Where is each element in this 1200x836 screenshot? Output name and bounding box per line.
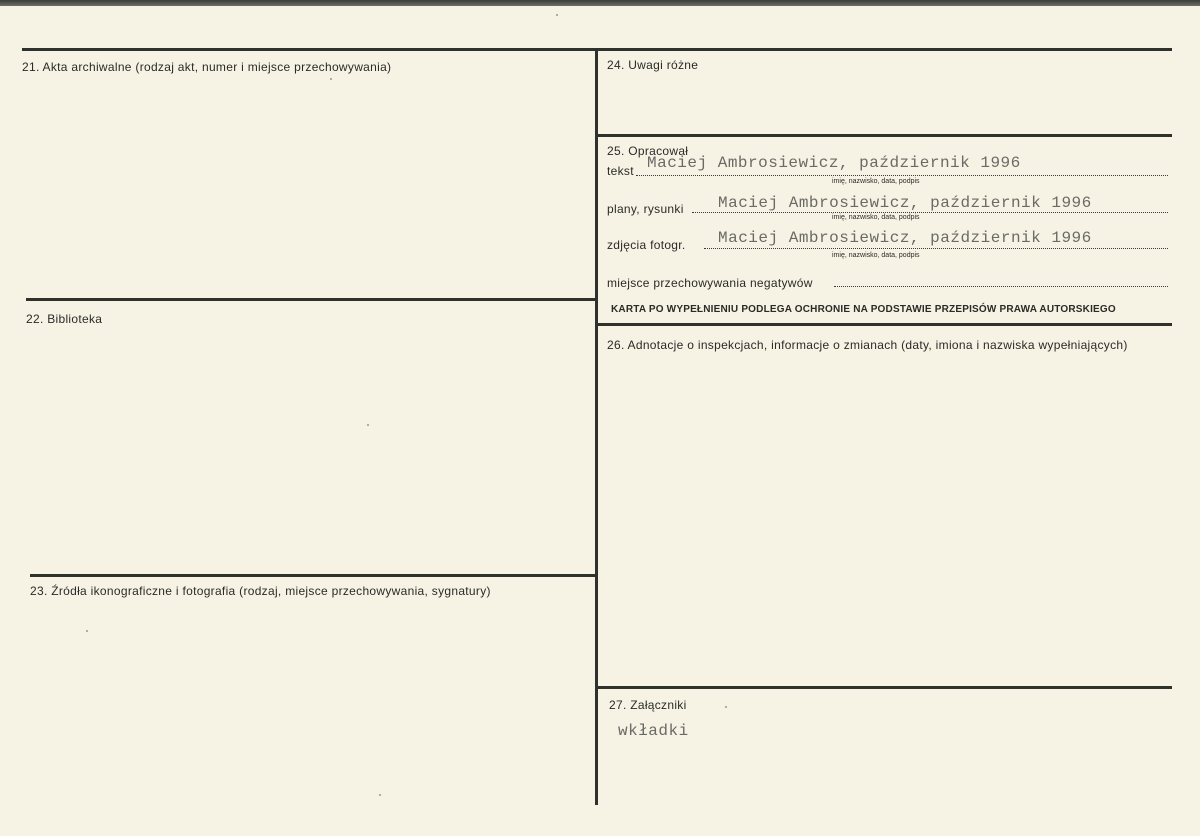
plany-label: plany, rysunki [607, 202, 684, 216]
column-divider [595, 48, 598, 805]
zdjecia-label: zdjęcia fotogr. [607, 238, 686, 252]
scan-speck [330, 78, 332, 80]
negatywy-label: miejsce przechowywania negatywów [607, 276, 813, 290]
section-21-label: 21. Akta archiwalne (rodzaj akt, numer i miejsce przechowywania) [22, 60, 392, 74]
tekst-caption: imię, nazwisko, data, podpis [832, 178, 920, 185]
scan-top-edge [0, 0, 1200, 6]
section-21-top-rule [22, 48, 596, 51]
scan-speck [556, 14, 558, 16]
section-26-top-rule [596, 323, 1172, 326]
section-24-area[interactable] [600, 76, 1170, 130]
copyright-notice: KARTA PO WYPEŁNIENIU PODLEGA OCHRONIE NA PODSTAWIE PRZEPISÓW PRAWA AUTORSKIEGO [611, 304, 1116, 315]
zdjecia-value[interactable]: Maciej Ambrosiewicz, październik 1996 [718, 229, 1092, 247]
section-24-label: 24. Uwagi różne [607, 58, 699, 72]
section-22-top-rule [26, 298, 596, 301]
plany-value[interactable]: Maciej Ambrosiewicz, październik 1996 [718, 194, 1092, 212]
section-22-area[interactable] [26, 330, 592, 570]
tekst-dotted-line [636, 175, 1168, 176]
section-27-label: 27. Załączniki [609, 698, 687, 712]
section-26-area[interactable] [600, 356, 1170, 682]
section-21-area[interactable] [22, 78, 592, 294]
plany-caption: imię, nazwisko, data, podpis [832, 214, 920, 221]
scan-speck [367, 424, 369, 426]
tekst-value[interactable]: Maciej Ambrosiewicz, październik 1996 [647, 154, 1021, 172]
section-23-top-rule [30, 574, 596, 577]
scan-speck [86, 630, 88, 632]
section-26-label: 26. Adnotacje o inspekcjach, informacje o zmianach (daty, imiona i nazwiska wypełniających) [607, 338, 1128, 352]
section-22-label: 22. Biblioteka [26, 312, 103, 326]
zdjecia-dotted-line [704, 248, 1168, 249]
negatywy-dotted-line[interactable] [834, 286, 1168, 287]
plany-dotted-line [692, 212, 1168, 213]
tekst-label: tekst [607, 164, 634, 178]
zdjecia-caption: imię, nazwisko, data, podpis [832, 252, 920, 259]
section-23-label: 23. Źródła ikonograficzne i fotografia (rodzaj, miejsce przechowywania, sygnatury) [30, 584, 491, 598]
section-27-value[interactable]: wkładki [618, 722, 689, 740]
section-25-top-rule [596, 134, 1172, 137]
section-23-area[interactable] [30, 602, 592, 802]
scan-speck [725, 706, 727, 708]
section-24-top-rule [596, 48, 1172, 51]
scan-speck [379, 794, 381, 796]
section-25-label: 25. Opracował [607, 144, 689, 158]
section-27-top-rule [596, 686, 1172, 689]
